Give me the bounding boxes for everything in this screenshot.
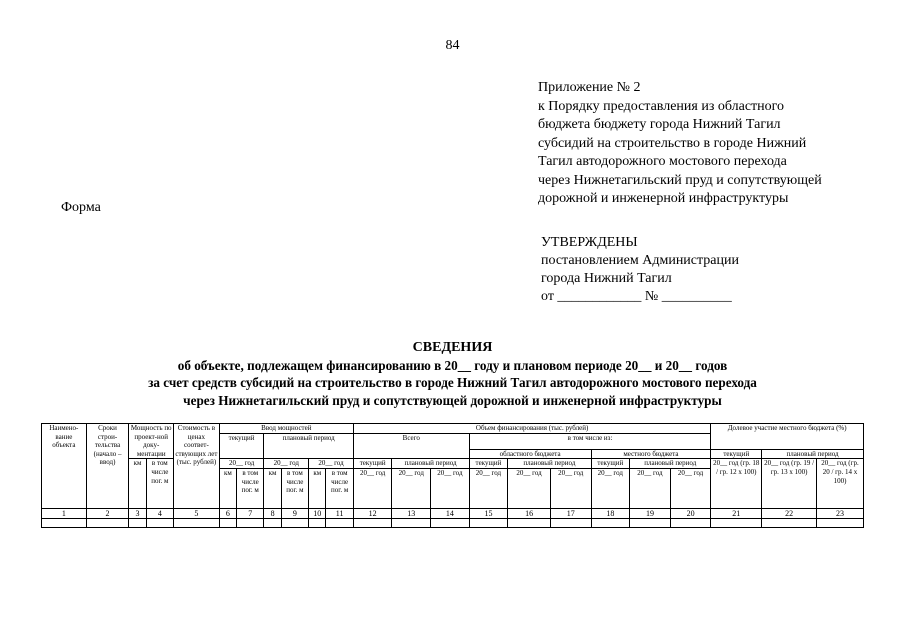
header-cell: 20__ год <box>392 468 431 508</box>
header-cell: 20__ год <box>353 468 392 508</box>
data-cell[interactable] <box>817 518 864 527</box>
header-cell: 20__ год <box>309 459 354 469</box>
appendix-line: Тагил автодорожного мостового перехода <box>538 154 787 169</box>
data-cell[interactable] <box>469 518 508 527</box>
header-cell: Стоимость в ценах соответ-ствующих лет (тыс. рублей) <box>174 424 220 509</box>
approval-line: от ____________ № __________ <box>541 289 732 304</box>
header-cell: Мощность по проект-ной доку-ментации <box>130 424 172 458</box>
header-cell: плановый период <box>630 459 711 469</box>
data-cell[interactable] <box>630 518 671 527</box>
title-heading: СВЕДЕНИЯ <box>412 340 493 355</box>
appendix-line: Приложение № 2 <box>538 80 641 95</box>
header-cell: областного бюджета <box>469 449 591 459</box>
data-cell[interactable] <box>550 518 591 527</box>
column-number: 13 <box>392 508 431 518</box>
column-number: 22 <box>762 508 817 518</box>
header-cell: в том числе пог. м <box>326 468 353 508</box>
header-cell: км <box>219 468 236 508</box>
title-line: об объекте, подлежащем финансированию в 20__ году и плановом периоде 20__ и 20__ годов <box>177 357 728 373</box>
empty-data-row <box>42 518 864 527</box>
appendix-block <box>538 79 868 209</box>
header-cell: плановый период <box>762 449 864 459</box>
column-number: 6 <box>219 508 236 518</box>
header-cell: 20__ год (гр. 18 / гр. 12 x 100) <box>711 459 762 509</box>
approval-line: города Нижний Тагил <box>541 271 672 286</box>
data-cell[interactable] <box>86 518 129 527</box>
appendix-line: бюджета бюджету города Нижний Тагил <box>538 117 781 132</box>
column-number-row <box>42 508 864 518</box>
data-cell[interactable] <box>146 518 173 527</box>
column-number: 8 <box>264 508 281 518</box>
data-cell[interactable] <box>326 518 353 527</box>
data-cell[interactable] <box>762 518 817 527</box>
header-cell: в том числе пог. м <box>146 459 173 509</box>
header-cell: 20__ год <box>469 468 508 508</box>
header-cell: 20__ год (гр. 20 / гр. 14 x 100) <box>817 459 864 509</box>
header-cell: Объем финансирования (тыс. рублей) <box>353 424 711 434</box>
header-cell: км <box>264 468 281 508</box>
appendix-line: к Порядку предоставления из областного <box>538 98 785 114</box>
page-number: 84 <box>445 38 460 53</box>
header-cell: 20__ год <box>264 459 309 469</box>
header-cell: 20__ год (гр. 19 / гр. 13 x 100) <box>762 459 817 509</box>
header-row <box>42 424 864 434</box>
header-cell: 20__ год <box>508 468 551 508</box>
header-cell: текущий <box>711 449 762 459</box>
financing-table <box>41 423 864 528</box>
header-cell: 20__ год <box>630 468 671 508</box>
header-cell: текущий <box>353 459 392 469</box>
column-number: 17 <box>550 508 591 518</box>
header-cell: плановый период <box>392 459 469 469</box>
header-cell: 20__ год <box>591 468 630 508</box>
header-cell: 20__ год <box>550 468 591 508</box>
data-cell[interactable] <box>237 518 264 527</box>
column-number: 18 <box>591 508 630 518</box>
header-cell: плановый период <box>508 459 591 469</box>
column-number: 14 <box>431 508 470 518</box>
column-number: 21 <box>711 508 762 518</box>
document-title <box>0 339 905 409</box>
data-cell[interactable] <box>219 518 236 527</box>
column-number: 3 <box>129 508 146 518</box>
column-number: 23 <box>817 508 864 518</box>
header-cell: Долевое участие местного бюджета (%) <box>711 424 864 450</box>
column-number: 20 <box>670 508 711 518</box>
header-cell: текущий <box>469 459 508 469</box>
data-cell[interactable] <box>281 518 308 527</box>
column-number: 2 <box>86 508 129 518</box>
column-number: 9 <box>281 508 308 518</box>
data-cell[interactable] <box>264 518 281 527</box>
title-line: за счет средств субсидий на строительство в городе Нижний Тагил автодорожного мостового перехода <box>148 375 757 390</box>
column-number: 16 <box>508 508 551 518</box>
data-cell[interactable] <box>129 518 146 527</box>
data-cell[interactable] <box>309 518 326 527</box>
title-line: через Нижнетагильский пруд и сопутствующей дорожной и инженерной инфраструктуры <box>183 392 722 408</box>
header-cell: в том числе пог. м <box>281 468 308 508</box>
header-cell: текущий <box>219 433 264 459</box>
column-number: 10 <box>309 508 326 518</box>
approval-line: УТВЕРЖДЕНЫ <box>541 235 638 250</box>
header-cell: Сроки строи-тельства (начало – ввод) <box>86 424 129 509</box>
data-cell[interactable] <box>392 518 431 527</box>
column-number: 19 <box>630 508 671 518</box>
header-cell: Ввод мощностей <box>219 424 353 434</box>
header-cell: в том числе пог. м <box>237 468 264 508</box>
data-cell[interactable] <box>591 518 630 527</box>
header-cell: местного бюджета <box>591 449 711 459</box>
column-number: 12 <box>353 508 392 518</box>
column-number: 7 <box>237 508 264 518</box>
header-cell: Наимено-вание объекта <box>42 424 87 509</box>
data-cell[interactable] <box>353 518 392 527</box>
header-cell: 20__ год <box>431 468 470 508</box>
data-cell[interactable] <box>42 518 87 527</box>
column-number: 5 <box>174 508 220 518</box>
header-cell: текущий <box>591 459 630 469</box>
column-number: 11 <box>326 508 353 518</box>
header-row <box>42 459 864 469</box>
column-number: 15 <box>469 508 508 518</box>
header-cell: км <box>309 468 326 508</box>
header-cell: плановый период <box>264 433 353 459</box>
data-cell[interactable] <box>670 518 711 527</box>
approval-block <box>541 234 739 306</box>
header-cell: в том числе из: <box>469 433 711 449</box>
data-cell[interactable] <box>431 518 470 527</box>
data-cell[interactable] <box>174 518 220 527</box>
header-cell: 20__ год <box>670 468 711 508</box>
appendix-line: дорожной и инженерной инфраструктуры <box>538 191 789 206</box>
approval-line: постановлением Администрации <box>541 253 739 268</box>
data-cell[interactable] <box>711 518 762 527</box>
header-cell: Всего <box>353 433 469 459</box>
header-cell: 20__ год <box>219 459 264 469</box>
appendix-line: через Нижнетагильский пруд и сопутствующей <box>538 172 822 188</box>
appendix-line: субсидий на строительство в городе Нижний <box>538 135 807 151</box>
data-cell[interactable] <box>508 518 551 527</box>
header-cell: км <box>129 459 146 509</box>
column-number: 1 <box>42 508 87 518</box>
form-label: Форма <box>61 200 101 215</box>
column-number: 4 <box>146 508 173 518</box>
